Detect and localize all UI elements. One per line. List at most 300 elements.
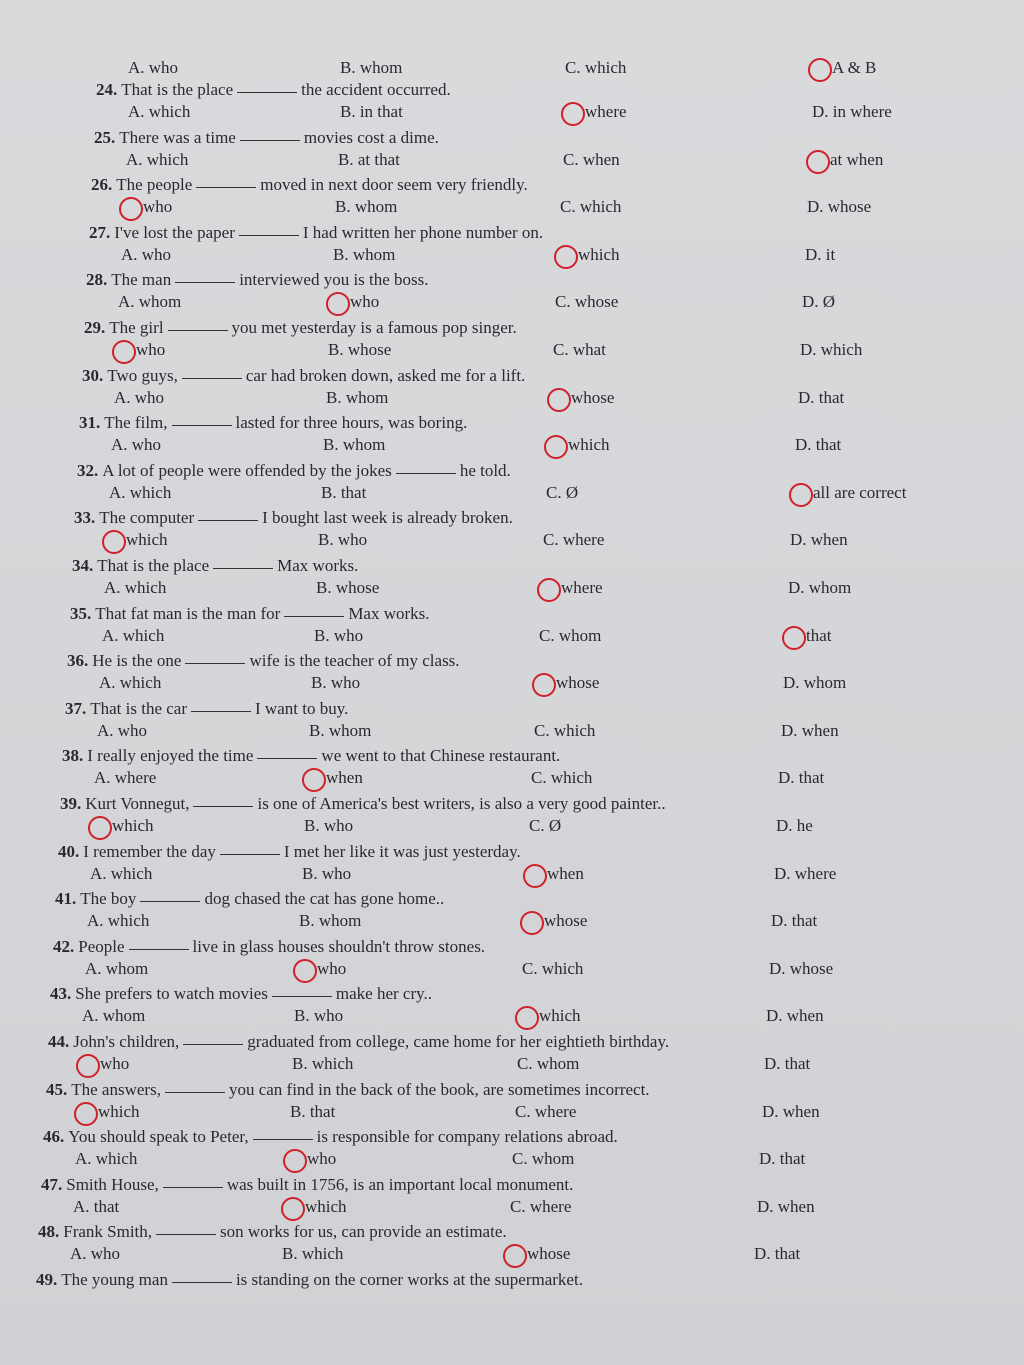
answer-blank[interactable] — [239, 235, 299, 236]
answer-option-text: A & B — [832, 58, 877, 77]
answer-option-text: B. whose — [316, 578, 380, 597]
question-text-before: The people — [116, 175, 193, 194]
question-number: 36. — [67, 651, 89, 670]
answer-option[interactable] — [795, 435, 841, 455]
answer-option[interactable] — [548, 435, 610, 455]
answer-option[interactable] — [759, 1149, 805, 1169]
answer-circle-mark — [102, 530, 126, 554]
answer-option[interactable] — [551, 388, 614, 408]
answer-option[interactable] — [330, 292, 379, 312]
question-text-before: The film, — [104, 413, 168, 432]
question-text-after: I bought last week is already broken. — [262, 508, 513, 527]
answer-option[interactable] — [798, 388, 844, 408]
question-row — [0, 80, 1024, 102]
answer-option-text: A. who — [70, 1244, 121, 1263]
answer-circle-mark — [283, 1149, 307, 1173]
question-number: 28. — [86, 270, 108, 289]
answer-option[interactable] — [73, 1197, 119, 1217]
answer-option-text: who — [100, 1054, 130, 1073]
answer-option[interactable] — [116, 340, 165, 360]
answer-option[interactable] — [323, 435, 385, 455]
answer-option[interactable] — [565, 102, 627, 122]
answer-option-text: B. whom — [299, 911, 362, 930]
answer-option-text: C. whom — [512, 1149, 575, 1168]
answer-option[interactable] — [539, 626, 601, 646]
question-number: 26. — [91, 175, 113, 194]
answer-option-text: which — [305, 1197, 347, 1216]
answer-blank[interactable] — [165, 1092, 225, 1093]
answer-option[interactable] — [123, 197, 172, 217]
question-text-before: That is the car — [90, 699, 188, 718]
question-stem — [82, 366, 525, 386]
answer-option[interactable] — [805, 245, 835, 265]
answer-option-text: who — [143, 197, 173, 216]
answer-option[interactable] — [553, 340, 606, 360]
answer-option[interactable] — [769, 959, 833, 979]
answer-option-text: D. whose — [807, 197, 872, 216]
answer-blank[interactable] — [193, 806, 253, 807]
question-stem — [86, 270, 429, 290]
answer-blank[interactable] — [182, 378, 242, 379]
answer-option[interactable] — [121, 245, 171, 265]
answer-option[interactable] — [82, 1006, 145, 1026]
option-row — [0, 292, 1024, 314]
answer-option-text: D. whose — [769, 959, 834, 978]
answer-circle-mark — [281, 1197, 305, 1221]
answer-option[interactable] — [90, 864, 152, 884]
answer-option[interactable] — [812, 102, 892, 122]
answer-option[interactable] — [287, 1149, 336, 1169]
answer-option-text: B. at that — [338, 150, 400, 169]
answer-option[interactable] — [338, 150, 400, 170]
answer-blank[interactable] — [237, 92, 297, 93]
answer-option[interactable] — [563, 150, 620, 170]
answer-option[interactable] — [793, 483, 906, 503]
answer-option[interactable] — [536, 673, 599, 693]
answer-option[interactable] — [109, 483, 171, 503]
answer-option-text: B. who — [314, 626, 364, 645]
answer-option[interactable] — [512, 1149, 574, 1169]
question-row — [0, 270, 1024, 292]
answer-option-text: D. when — [762, 1102, 820, 1121]
answer-option[interactable] — [757, 1197, 815, 1217]
question-stem — [70, 604, 430, 624]
option-row — [0, 197, 1024, 219]
answer-option[interactable] — [70, 1244, 120, 1264]
question-row — [0, 1032, 1024, 1054]
answer-option[interactable] — [316, 578, 379, 598]
answer-option-text: B. whom — [326, 388, 389, 407]
answer-option-text: D. whom — [788, 578, 852, 597]
answer-option[interactable] — [778, 768, 824, 788]
answer-blank[interactable] — [172, 1282, 232, 1283]
answer-option-text: D. he — [776, 816, 813, 835]
answer-option-text: B. who — [294, 1006, 344, 1025]
answer-option[interactable] — [297, 959, 346, 979]
answer-blank[interactable] — [220, 854, 280, 855]
answer-circle-mark — [537, 578, 561, 602]
answer-option[interactable] — [333, 245, 395, 265]
answer-option[interactable] — [292, 1054, 353, 1074]
answer-option[interactable] — [543, 530, 604, 550]
answer-option-text: C. which — [522, 959, 584, 978]
answer-option-text: when — [547, 864, 584, 883]
answer-blank[interactable] — [191, 711, 251, 712]
answer-option[interactable] — [764, 1054, 810, 1074]
answer-option[interactable] — [515, 1102, 576, 1122]
answer-blank[interactable] — [253, 1139, 313, 1140]
answer-option[interactable] — [335, 197, 397, 217]
answer-option-text: which — [112, 816, 154, 835]
answer-option[interactable] — [541, 578, 603, 598]
question-number: 42. — [53, 937, 75, 956]
question-row — [0, 175, 1024, 197]
answer-option-text: B. whose — [328, 340, 392, 359]
answer-option-text: which — [98, 1102, 140, 1121]
answer-option-text: D. that — [759, 1149, 806, 1168]
answer-option[interactable] — [340, 58, 402, 78]
answer-option[interactable] — [766, 1006, 824, 1026]
answer-option[interactable] — [774, 864, 836, 884]
option-row — [0, 483, 1024, 505]
question-row — [0, 604, 1024, 626]
answer-option-text: B. whom — [333, 245, 396, 264]
answer-option-text: A. that — [73, 1197, 120, 1216]
question-stem — [55, 889, 444, 909]
question-row — [0, 842, 1024, 864]
question-stem — [46, 1080, 650, 1100]
answer-option[interactable] — [534, 721, 595, 741]
answer-circle-mark — [789, 483, 813, 507]
question-stem — [89, 223, 543, 243]
question-text-after: make her cry.. — [335, 984, 432, 1003]
answer-option[interactable] — [531, 768, 592, 788]
answer-option[interactable] — [507, 1244, 570, 1264]
question-number: 46. — [43, 1127, 65, 1146]
answer-blank[interactable] — [198, 520, 258, 521]
answer-circle-mark — [302, 768, 326, 792]
answer-option[interactable] — [118, 292, 181, 312]
answer-option[interactable] — [529, 816, 561, 836]
answer-option[interactable] — [306, 768, 363, 788]
question-text-before: The boy — [80, 889, 137, 908]
answer-blank[interactable] — [140, 901, 200, 902]
answer-option[interactable] — [776, 816, 813, 836]
question-row — [0, 318, 1024, 340]
answer-option[interactable] — [558, 245, 620, 265]
question-stem — [48, 1032, 669, 1052]
answer-option[interactable] — [328, 340, 391, 360]
answer-option[interactable] — [299, 911, 361, 931]
answer-option[interactable] — [111, 435, 161, 455]
answer-circle-mark — [119, 197, 143, 221]
question-number: 45. — [46, 1080, 68, 1099]
answer-option[interactable] — [104, 578, 166, 598]
answer-option[interactable] — [285, 1197, 347, 1217]
answer-option-text: C. where — [510, 1197, 572, 1216]
answer-circle-mark — [808, 58, 832, 82]
option-row — [0, 1197, 1024, 1219]
answer-option[interactable] — [290, 1102, 335, 1122]
question-number: 24. — [96, 80, 118, 99]
answer-blank[interactable] — [284, 616, 344, 617]
answer-option[interactable] — [311, 673, 360, 693]
question-stem — [74, 508, 513, 528]
answer-option[interactable] — [304, 816, 353, 836]
answer-option[interactable] — [99, 673, 161, 693]
answer-option-text: C. where — [515, 1102, 577, 1121]
answer-blank[interactable] — [196, 187, 256, 188]
answer-circle-mark — [561, 102, 585, 126]
answer-option-text: D. that — [795, 435, 842, 454]
option-row — [0, 673, 1024, 695]
question-row — [0, 508, 1024, 530]
question-text-before: He is the one — [92, 651, 182, 670]
question-row — [0, 937, 1024, 959]
question-text-before: Smith House, — [66, 1175, 159, 1194]
answer-circle-mark — [782, 626, 806, 650]
question-row — [0, 461, 1024, 483]
answer-option-text: where — [585, 102, 627, 121]
answer-option-text: which — [578, 245, 620, 264]
question-text-before: The answers, — [71, 1080, 161, 1099]
answer-option[interactable] — [524, 911, 587, 931]
question-text-before: I really enjoyed the time — [87, 746, 254, 765]
question-number: 44. — [48, 1032, 70, 1051]
answer-option[interactable] — [812, 58, 876, 78]
answer-option-text: D. that — [798, 388, 845, 407]
answer-circle-mark — [88, 816, 112, 840]
question-text-after: the accident occurred. — [301, 80, 451, 99]
question-row — [0, 1175, 1024, 1197]
option-row — [0, 864, 1024, 886]
answer-option[interactable] — [294, 1006, 343, 1026]
answer-option[interactable] — [78, 1102, 140, 1122]
answer-blank[interactable] — [257, 758, 317, 759]
question-text-before: People — [78, 937, 125, 956]
option-row — [0, 435, 1024, 457]
answer-option[interactable] — [340, 102, 403, 122]
question-text-before: Frank Smith, — [63, 1222, 153, 1241]
answer-option[interactable] — [94, 768, 156, 788]
answer-option[interactable] — [326, 388, 388, 408]
answer-option[interactable] — [810, 150, 883, 170]
answer-option-text: C. when — [563, 150, 620, 169]
answer-circle-mark — [503, 1244, 527, 1268]
answer-option-text: B. which — [282, 1244, 344, 1263]
question-row — [0, 1222, 1024, 1244]
answer-circle-mark — [532, 673, 556, 697]
question-row — [0, 128, 1024, 150]
question-text-before: The young man — [61, 1270, 168, 1289]
question-stem — [94, 128, 439, 148]
answer-blank[interactable] — [213, 568, 273, 569]
answer-option-text: which — [568, 435, 610, 454]
answer-option-text: D. that — [771, 911, 818, 930]
answer-option[interactable] — [555, 292, 618, 312]
answer-option-text: A. who — [114, 388, 165, 407]
question-text-before: The man — [111, 270, 172, 289]
answer-option[interactable] — [781, 721, 839, 741]
question-text-before: I remember the day — [83, 842, 216, 861]
answer-blank[interactable] — [172, 425, 232, 426]
answer-option-text: who — [317, 959, 347, 978]
answer-option-text: A. which — [90, 864, 153, 883]
answer-circle-mark — [544, 435, 568, 459]
answer-circle-mark — [112, 340, 136, 364]
question-stem — [60, 794, 666, 814]
answer-blank[interactable] — [396, 473, 456, 474]
option-row — [0, 911, 1024, 933]
question-stem — [53, 937, 485, 957]
answer-blank[interactable] — [272, 996, 332, 997]
answer-option[interactable] — [800, 340, 862, 360]
option-row — [0, 245, 1024, 267]
answer-option[interactable] — [510, 1197, 571, 1217]
answer-option[interactable] — [522, 959, 583, 979]
answer-option[interactable] — [527, 864, 584, 884]
question-text-before: Two guys, — [107, 366, 178, 385]
answer-option[interactable] — [85, 959, 148, 979]
answer-circle-mark — [547, 388, 571, 412]
answer-option-text: A. where — [94, 768, 157, 787]
answer-option[interactable] — [80, 1054, 129, 1074]
question-stem — [50, 984, 432, 1004]
answer-option-text: B. whom — [309, 721, 372, 740]
answer-option-text: A. which — [126, 150, 189, 169]
answer-option[interactable] — [102, 626, 164, 646]
answer-option[interactable] — [786, 626, 832, 646]
answer-option-text: B. whom — [335, 197, 398, 216]
answer-option-text: B. who — [304, 816, 354, 835]
question-stem — [91, 175, 528, 195]
question-text-after: was built in 1756, is an important local monument. — [226, 1175, 574, 1194]
answer-option[interactable] — [560, 197, 621, 217]
answer-option-text: A. which — [99, 673, 162, 692]
answer-option[interactable] — [114, 388, 164, 408]
answer-option[interactable] — [321, 483, 366, 503]
answer-option[interactable] — [807, 197, 871, 217]
question-number: 32. — [77, 461, 99, 480]
question-number: 49. — [36, 1270, 58, 1289]
answer-option-text: B. that — [321, 483, 367, 502]
answer-blank[interactable] — [185, 663, 245, 664]
answer-option-text: A. which — [102, 626, 165, 645]
answer-circle-mark — [293, 959, 317, 983]
question-text-after: is one of America's best writers, is also a very good painter.. — [257, 794, 666, 813]
answer-option-text: D. when — [757, 1197, 815, 1216]
answer-option[interactable] — [802, 292, 835, 312]
answer-circle-mark — [806, 150, 830, 174]
answer-option[interactable] — [75, 1149, 137, 1169]
answer-option-text: A. who — [121, 245, 172, 264]
answer-option[interactable] — [282, 1244, 343, 1264]
answer-blank[interactable] — [175, 282, 235, 283]
answer-option-text: C. which — [534, 721, 596, 740]
answer-option[interactable] — [314, 626, 363, 646]
question-stem — [96, 80, 451, 100]
question-row — [0, 556, 1024, 578]
answer-blank[interactable] — [163, 1187, 223, 1188]
question-stem — [72, 556, 358, 576]
answer-option-text: B. whom — [340, 58, 403, 77]
answer-option[interactable] — [126, 150, 188, 170]
answer-blank[interactable] — [183, 1044, 243, 1045]
answer-option[interactable] — [754, 1244, 800, 1264]
answer-option[interactable] — [309, 721, 371, 741]
answer-option[interactable] — [128, 58, 178, 78]
answer-blank[interactable] — [156, 1234, 216, 1235]
option-row — [0, 102, 1024, 124]
answer-option-text: A. whom — [118, 292, 182, 311]
option-row — [0, 721, 1024, 743]
answer-option-text: D. when — [766, 1006, 824, 1025]
answer-option[interactable] — [302, 864, 351, 884]
answer-option[interactable] — [783, 673, 846, 693]
question-text-after: movies cost a dime. — [303, 128, 439, 147]
answer-option-text: at when — [830, 150, 884, 169]
answer-option[interactable] — [87, 911, 149, 931]
answer-option-text: D. that — [764, 1054, 811, 1073]
question-text-after: graduated from college, came home for her eightieth birthday. — [247, 1032, 670, 1051]
answer-option-text: A. which — [75, 1149, 138, 1168]
question-text-after: son works for us, can provide an estimate. — [220, 1222, 507, 1241]
answer-circle-mark — [515, 1006, 539, 1030]
question-text-before: I've lost the paper — [114, 223, 235, 242]
answer-option-text: whose — [527, 1244, 571, 1263]
answer-option[interactable] — [771, 911, 817, 931]
question-number: 40. — [58, 842, 80, 861]
answer-option-text: C. which — [565, 58, 627, 77]
answer-option-text: all are correct — [813, 483, 907, 502]
answer-option[interactable] — [790, 530, 848, 550]
answer-option[interactable] — [92, 816, 154, 836]
question-number: 43. — [50, 984, 72, 1003]
question-text-after: you can find in the back of the book, are sometimes incorrect. — [228, 1080, 650, 1099]
question-number: 29. — [84, 318, 106, 337]
answer-option-text: A. whom — [85, 959, 149, 978]
answer-blank[interactable] — [168, 330, 228, 331]
question-number: 27. — [89, 223, 111, 242]
answer-blank[interactable] — [240, 140, 300, 141]
answer-option-text: A. which — [87, 911, 150, 930]
option-row — [0, 816, 1024, 838]
answer-option-text: whose — [556, 673, 600, 692]
option-row — [0, 1149, 1024, 1171]
answer-option-text: D. that — [778, 768, 825, 787]
answer-option[interactable] — [97, 721, 147, 741]
answer-option[interactable] — [106, 530, 168, 550]
answer-option[interactable] — [546, 483, 578, 503]
answer-option[interactable] — [128, 102, 190, 122]
question-text-after: dog chased the cat has gone home.. — [204, 889, 445, 908]
answer-option-text: C. whom — [539, 626, 602, 645]
question-text-before: A lot of people were offended by the jokes — [102, 461, 392, 480]
answer-option-text: C. whom — [517, 1054, 580, 1073]
option-row — [0, 1054, 1024, 1076]
answer-option[interactable] — [517, 1054, 579, 1074]
question-number: 33. — [74, 508, 96, 527]
answer-option[interactable] — [519, 1006, 581, 1026]
answer-option[interactable] — [788, 578, 851, 598]
question-stem — [79, 413, 467, 433]
question-text-after: he told. — [459, 461, 511, 480]
answer-blank[interactable] — [129, 949, 189, 950]
answer-option[interactable] — [762, 1102, 820, 1122]
question-text-before: That is the place — [97, 556, 210, 575]
answer-option[interactable] — [318, 530, 367, 550]
answer-option[interactable] — [565, 58, 626, 78]
